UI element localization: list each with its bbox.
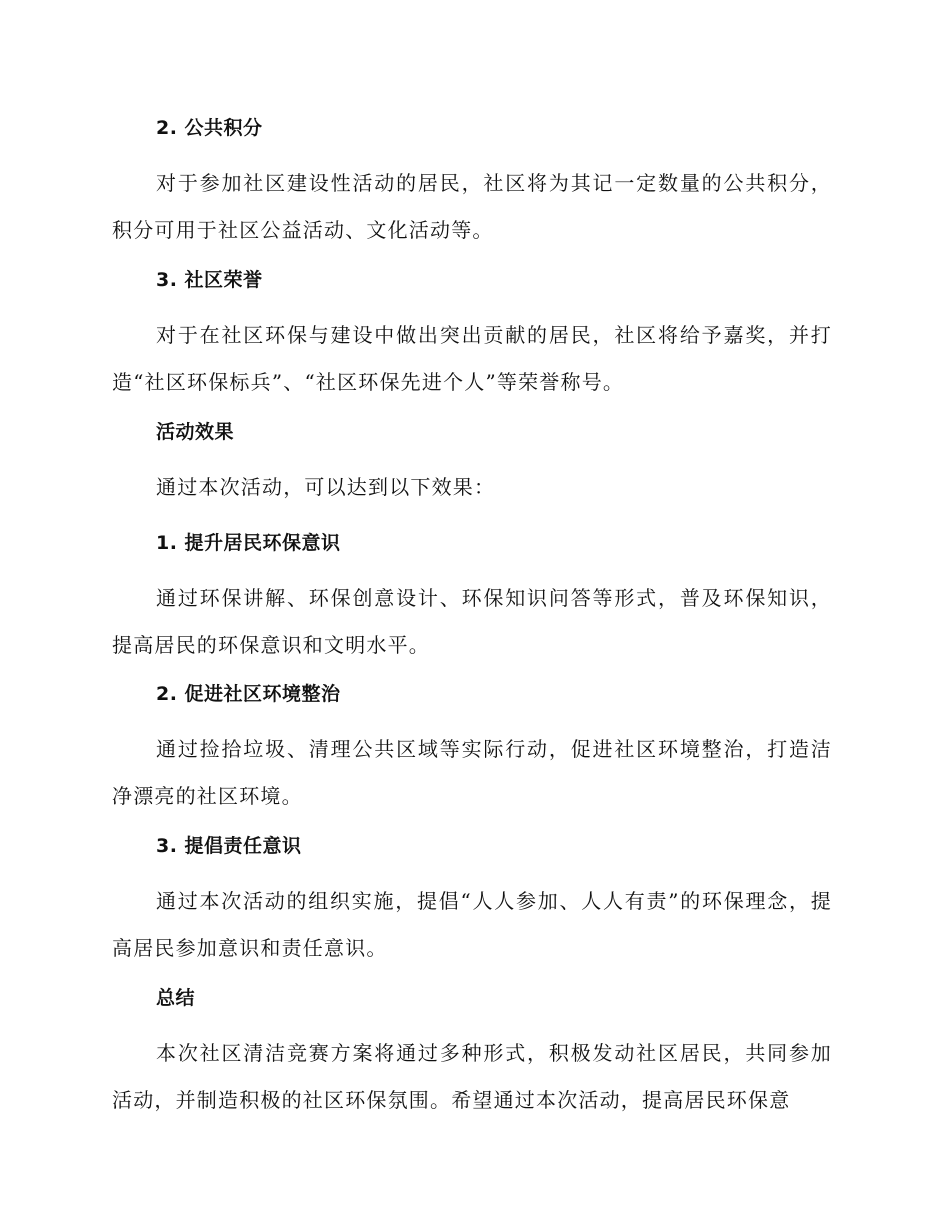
section-paragraph-responsibility: 通过本次活动的组织实施，提倡“人人参加、人人有责”的环保理念，提高居民参加意识和责任意识。	[112, 889, 832, 960]
section-heading-environment: 2. 促进社区环境整治	[156, 683, 341, 705]
section-heading-public-points: 2. 公共积分	[156, 117, 263, 139]
section-paragraph-summary: 本次社区清洁竞赛方案将通过多种形式，积极发动社区居民，共同参加活动，并制造积极的社区环保氛围。希望通过本次活动，提高居民环保意	[112, 1041, 832, 1112]
section-heading-activity-effects: 活动效果	[156, 421, 235, 443]
section-heading-summary: 总结	[156, 987, 196, 1009]
section-paragraph-community-honor: 对于在社区环保与建设中做出突出贡献的居民，社区将给予嘉奖，并打造“社区环保标兵”、“社区环保先进个人”等荣誉称号。	[112, 323, 832, 394]
section-paragraph-environment: 通过捡拾垃圾、清理公共区域等实际行动，促进社区环境整治，打造洁净漂亮的社区环境。	[112, 737, 832, 808]
section-heading-responsibility: 3. 提倡责任意识	[156, 835, 302, 857]
section-paragraph-activity-effects: 通过本次活动，可以达到以下效果：	[156, 475, 496, 499]
section-paragraph-awareness: 通过环保讲解、环保创意设计、环保知识问答等形式，普及环保知识，提高居民的环保意识和文明水平。	[112, 586, 832, 657]
section-paragraph-public-points: 对于参加社区建设性活动的居民，社区将为其记一定数量的公共积分，积分可用于社区公益活动、文化活动等。	[112, 171, 832, 242]
section-heading-awareness: 1. 提升居民环保意识	[156, 532, 341, 554]
section-heading-community-honor: 3. 社区荣誉	[156, 269, 263, 291]
